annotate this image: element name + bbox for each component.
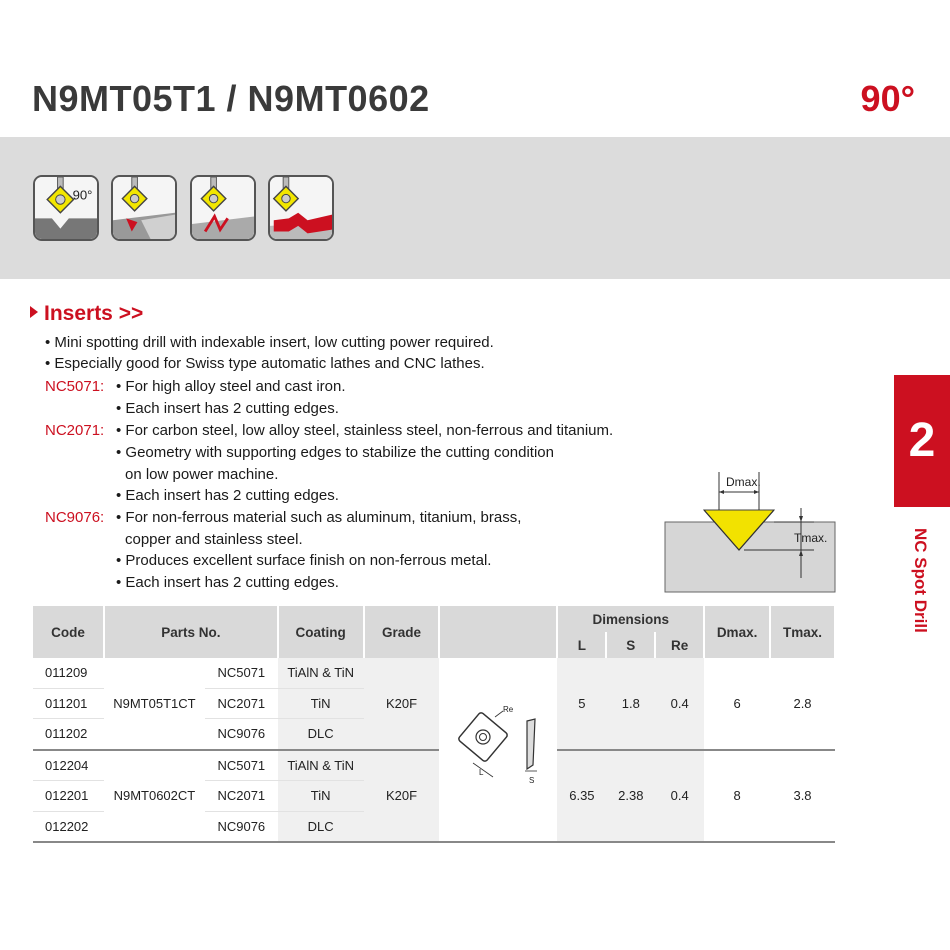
- grade-cell: NC5071: [205, 658, 278, 688]
- code-cell: 012204: [33, 750, 104, 781]
- grade-line: copper and stainless steel.: [125, 531, 303, 548]
- tmax-cell: 3.8: [770, 750, 835, 843]
- grade-label: NC5071:: [45, 378, 105, 395]
- coating-cell: DLC: [278, 719, 364, 750]
- dim-s-cell: 1.8: [606, 658, 655, 750]
- table-row: [33, 750, 835, 781]
- grade-class-cell: K20F: [364, 750, 440, 843]
- grade-line: • Each insert has 2 cutting edges.: [116, 400, 339, 417]
- dim-s-cell: 2.38: [606, 750, 655, 843]
- inserts-heading: [30, 302, 143, 326]
- chapter-side-label: NC Spot Drill: [911, 528, 930, 633]
- code-cell: 011202: [33, 719, 104, 750]
- drawing-re-label: Re: [503, 705, 514, 714]
- tmax-label: Tmax.: [794, 531, 828, 545]
- code-cell: 011209: [33, 658, 104, 688]
- header-l: L: [557, 632, 606, 658]
- 90-degree-spot-drill-icon: [33, 175, 99, 241]
- grade-line: • Each insert has 2 cutting edges.: [116, 574, 339, 591]
- spot-depth-diagram: [664, 470, 836, 594]
- code-cell: 012201: [33, 781, 104, 812]
- part-number-cell: N9MT05T1CT: [104, 658, 205, 750]
- drawing-s-label: S: [529, 776, 535, 785]
- dim-re-cell: 0.4: [655, 750, 704, 843]
- grade-line: • Geometry with supporting edges to stabilize the cutting condition: [116, 444, 554, 461]
- page-title: N9MT05T1 / N9MT0602: [32, 78, 430, 119]
- header-dmax: Dmax.: [704, 606, 770, 658]
- drawing-l-label: L: [479, 768, 484, 777]
- grade-line: • For high alloy steel and cast iron.: [116, 378, 346, 395]
- chamfering-icon: [111, 175, 177, 241]
- header-re: Re: [655, 632, 704, 658]
- intro-bullet: • Especially good for Swiss type automatic lathes and CNC lathes.: [45, 355, 485, 372]
- grade-line: • For carbon steel, low alloy steel, stainless steel, non-ferrous and titanium.: [116, 422, 614, 439]
- inserts-heading-text: Inserts >>: [44, 302, 144, 325]
- coating-cell: TiAlN & TiN: [278, 658, 364, 688]
- grade-line: • Each insert has 2 cutting edges.: [116, 487, 339, 504]
- header-coating: Coating: [278, 606, 364, 658]
- angle-label: 90°: [860, 78, 915, 119]
- v-groove-icon: [190, 175, 256, 241]
- header-code: Code: [33, 606, 104, 658]
- coating-cell: TiN: [278, 781, 364, 812]
- grade-line: • For non-ferrous material such as aluminum, titanium, brass,: [116, 509, 522, 526]
- grade-cell: NC9076: [205, 811, 278, 842]
- grade-class-cell: K20F: [364, 658, 440, 750]
- chapter-tab: 2: [894, 375, 950, 507]
- header-grade: Grade: [364, 606, 440, 658]
- dmax-cell: 6: [704, 658, 770, 750]
- insert-drawing-cell: [439, 658, 557, 842]
- triangle-bullet-icon: [30, 306, 38, 318]
- coating-cell: TiN: [278, 688, 364, 719]
- dim-l-cell: 6.35: [557, 750, 606, 843]
- header-parts-no: Parts No.: [104, 606, 278, 658]
- profile-cut-icon: [268, 175, 334, 241]
- dmax-cell: 8: [704, 750, 770, 843]
- grade-line: • Produces excellent surface finish on non-ferrous metal.: [116, 552, 492, 569]
- grade-cell: NC2071: [205, 781, 278, 812]
- table-row: [33, 658, 835, 688]
- grade-label: NC9076:: [45, 509, 105, 526]
- dmax-label: Dmax.: [726, 475, 761, 489]
- grade-cell: NC5071: [205, 750, 278, 781]
- intro-bullet: • Mini spotting drill with indexable insert, low cutting power required.: [45, 334, 494, 351]
- grade-label: NC2071:: [45, 422, 105, 439]
- specification-table: [33, 606, 836, 843]
- tmax-cell: 2.8: [770, 658, 835, 750]
- header-tmax: Tmax.: [770, 606, 835, 658]
- code-cell: 011201: [33, 688, 104, 719]
- insert-drawing: [443, 703, 553, 793]
- header-drawing: [439, 606, 557, 658]
- grade-cell: NC9076: [205, 719, 278, 750]
- coating-cell: DLC: [278, 811, 364, 842]
- part-number-cell: N9MT0602CT: [104, 750, 205, 843]
- header-dimensions: Dimensions: [557, 606, 704, 632]
- dim-re-cell: 0.4: [655, 658, 704, 750]
- coating-cell: TiAlN & TiN: [278, 750, 364, 781]
- code-cell: 012202: [33, 811, 104, 842]
- header-s: S: [606, 632, 655, 658]
- grade-cell: NC2071: [205, 688, 278, 719]
- dim-l-cell: 5: [557, 658, 606, 750]
- icon-angle-label: 90°: [72, 187, 93, 203]
- grade-line: on low power machine.: [125, 466, 279, 483]
